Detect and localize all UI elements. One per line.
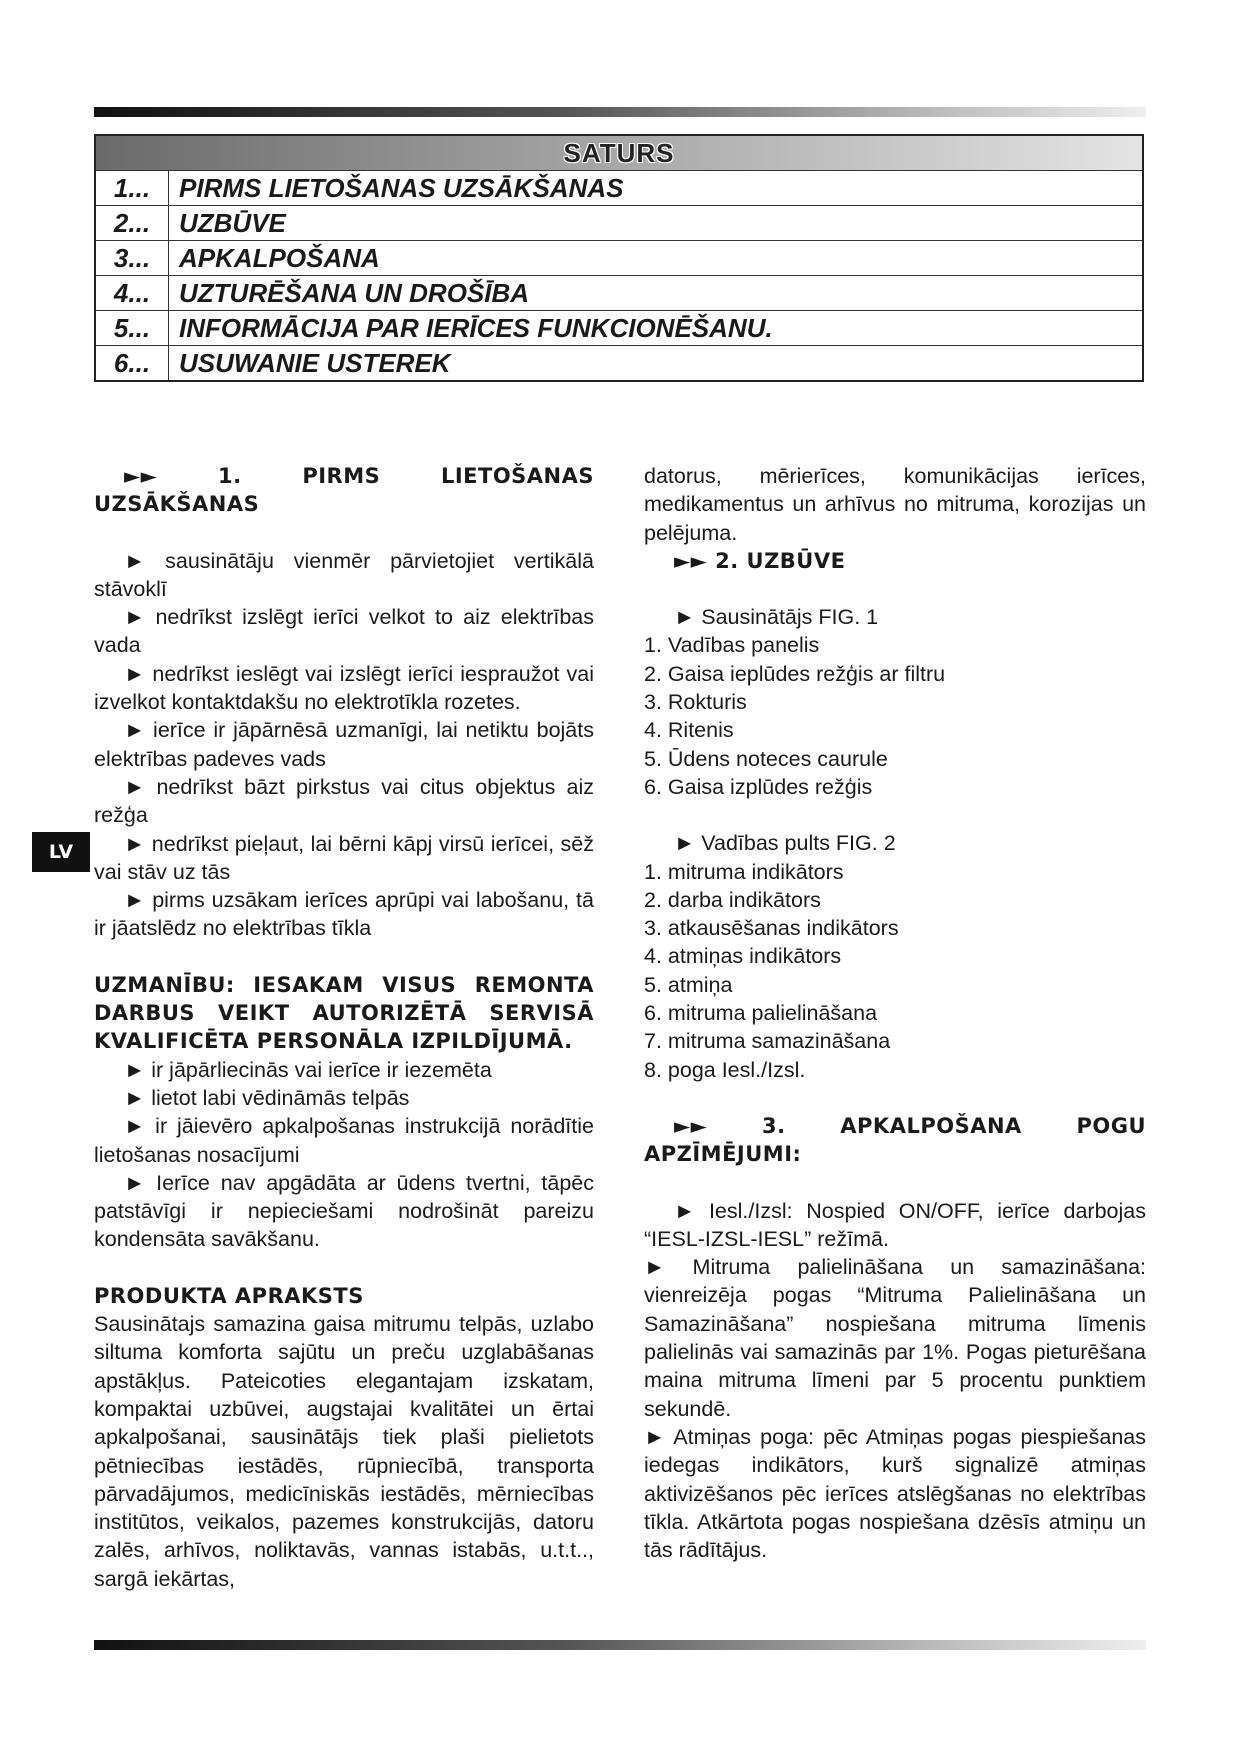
onoff-description: ► Iesl./Izsl: Nospied ON/OFF, ierīce darbojas “IESL-IZSL-IESL” režīmā. [644,1198,1146,1251]
fig1-item: 1. Vadības panelis [644,633,820,658]
table-of-contents [94,134,1144,382]
toc-row-title: UZTURĒŠANA UN DROŠĪBA [169,276,1144,311]
usage-bullet: ► ir jāievēro apkalpošanas instrukcijā norādītie lietošanas nosacījumi [94,1114,594,1167]
fig2-item: 3. atkausēšanas indikātors [644,916,899,941]
fig1-item: 3. Rokturis [644,690,747,715]
left-column [94,462,594,1593]
toc-row-number: 4... [95,276,169,311]
toc-row [95,241,1143,276]
section-3-heading: ►► 3. APKALPOŠANA POGU APZĪMĒJUMI: [644,1113,1146,1167]
safety-bullet: ► nedrīkst ieslēgt vai izslēgt ierīci iespraužot vai izvelkot kontaktdakšu no elektrotīkla rozetes. [94,661,594,715]
safety-bullet: ► ierīce ir jāpārnēsā uzmanīgi, lai netiktu bojāts elektrības padeves vads [94,718,594,771]
toc-row [95,171,1143,206]
top-decorative-rule [94,107,1146,117]
safety-bullet: ► sausinātāju vienmēr pārvietojiet vertikālā stāvoklī [94,548,594,601]
fig1-item: 5. Ūdens noteces caurule [644,746,888,771]
bottom-decorative-rule [94,1640,1146,1650]
toc-row-title: INFORMĀCIJA PAR IERĪCES FUNKCIONĒŠANU. [169,311,1144,346]
fig2-item: 5. atmiņa [644,972,733,997]
fig1-item: 4. Ritenis [644,718,734,743]
right-column [644,462,1146,1564]
toc-row [95,346,1143,382]
toc-row [95,206,1143,241]
usage-bullet: ► lietot labi vēdināmās telpās [124,1085,410,1110]
fig2-label: ► Vadības pults FIG. 2 [674,831,896,856]
safety-bullet: ► nedrīkst izslēgt ierīci velkot to aiz elektrības vada [94,605,594,658]
toc-row-title: USUWANIE USTEREK [169,346,1144,382]
toc-row [95,276,1143,311]
fig2-item: 7. mitruma samazināšana [644,1029,891,1054]
toc-row-number: 3... [95,241,169,276]
product-description-heading: PRODUKTA APRAKSTS [94,1283,364,1308]
toc-row-number: 5... [95,311,169,346]
language-tab: LV [32,832,90,872]
fig2-item: 1. mitruma indikātors [644,859,844,884]
fig2-item: 8. poga Iesl./Izsl. [644,1057,806,1082]
fig2-item: 4. atmiņas indikātors [644,944,842,969]
fig2-item: 2. darba indikātors [644,887,821,912]
usage-bullet: ► ir jāpārliecinās vai ierīce ir iezemēta [124,1057,492,1082]
toc-row-title: APKALPOŠANA [169,241,1144,276]
toc-row-title: UZBŪVE [169,206,1144,241]
product-description-text: Sausinātajs samazina gaisa mitrumu telpās, uzlabo siltuma komforta sajūtu un preču uzglabāšanas apstākļus. Pateicoties elegantajam izskatam, kompaktai uzbūvei, augstajai kvalitātei un ērtai apkalpošanai, sausinātājs tiek plaši pielietots pētniecības iestādēs, rūpniecībā, transporta pārvadājumos, medicīniskās iestādēs, mērniecības institūtos, veikalos, pazemes konstrukcijās, datoru zalēs, arhīvos, noliktavās, vannas istabās, u.t.t.., sargā iekārtas, [94,1312,594,1591]
toc-row-title: PIRMS LIETOŠANAS UZSĀKŠANAS [169,171,1144,206]
safety-bullet: ► nedrīkst bāzt pirkstus vai citus objektus aiz režģa [94,774,594,828]
humidity-description: ► Mitruma palielināšana un samazināšana: vienreizēja pogas “Mitruma Palielināšana un Samazināšana” nospiešana mitruma līmenis palielinās vai samazinās par 1%. Pogas pieturēšana maina mitruma līmeni par 5 procentu punktiem sekundē. [644,1255,1146,1421]
toc-row-number: 2... [95,206,169,241]
toc-row-number: 6... [95,346,169,382]
usage-bullet: ► Ierīce nav apgādāta ar ūdens tvertni, tāpēc patstāvīgi ir nepieciešami nodrošināt pareizu kondensāta savākšanu. [94,1170,594,1252]
toc-row [95,311,1143,346]
fig1-item: 6. Gaisa izplūdes režģis [644,774,873,799]
safety-bullet: ► pirms uzsākam ierīces aprūpi vai labošanu, tā ir jāatslēdz no elektrības tīkla [94,888,594,941]
section-1-heading: ►► 1. PIRMS LIETOŠANAS UZSĀKŠANAS [94,464,594,517]
memory-description: ► Atmiņas poga: pēc Atmiņas pogas piespiešanas iedegas indikātors, kurš signalizē atmiņas aktivizēšanos pēc ierīces atslēgšanas no elektrības tīkla. Atkārtota pogas nospiešana dzēsīs atmiņu un tās rādītājus. [644,1424,1146,1563]
toc-row-number: 1... [95,171,169,206]
fig2-item: 6. mitruma palielināšana [644,1001,878,1026]
continuation-text: datorus, mērierīces, komunikācijas ierīces, medikamentus un arhīvus no mitruma, korozijas un pelējuma. [644,464,1146,545]
toc-title: SATURS [95,135,1143,171]
fig1-item: 2. Gaisa ieplūdes režģis ar filtru [644,661,946,686]
fig1-label: ► Sausinātājs FIG. 1 [674,605,879,630]
safety-bullet: ► nedrīkst pieļaut, lai bērni kāpj virsū ierīcei, sēž vai stāv uz tās [94,831,594,884]
warning-notice: UZMANĪBU: IESAKAM VISUS REMONTA DARBUS VEIKT AUTORIZĒTĀ SERVISĀ KVALIFICĒTA PERSONĀLA IZPILDĪJUMĀ. [94,972,594,1054]
section-2-heading: ►► 2. UZBŪVE [674,548,846,573]
toc-header-row [95,135,1143,171]
